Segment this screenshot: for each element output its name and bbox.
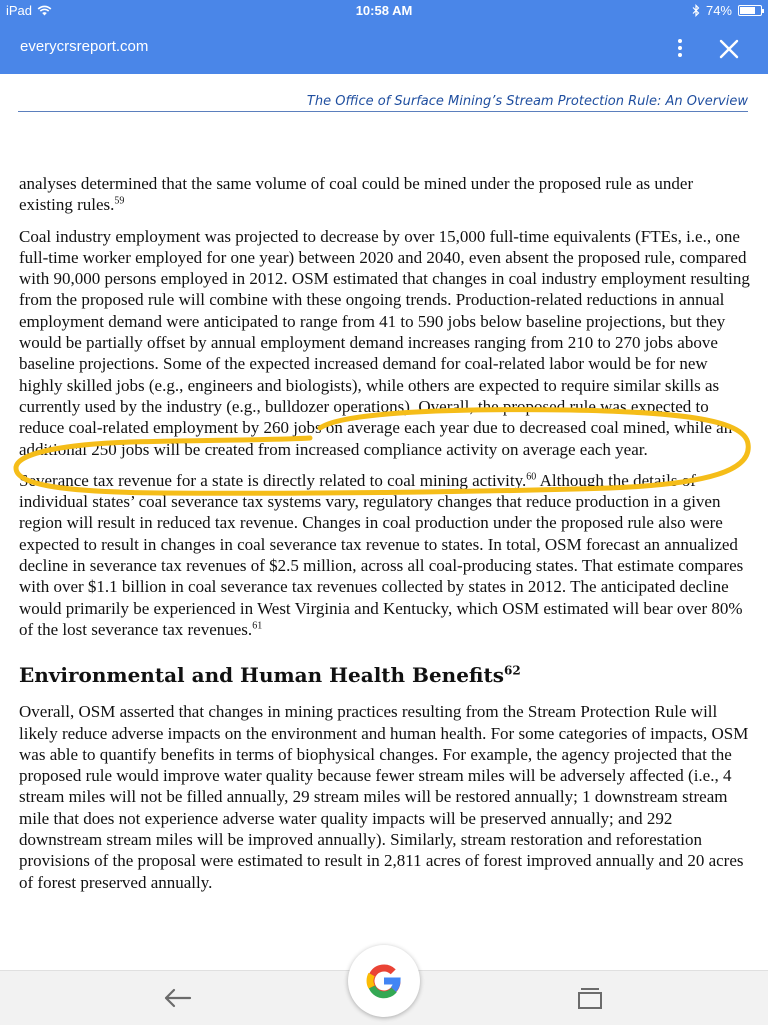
paragraph-1	[19, 173, 751, 216]
paragraph-1-text: analyses determined that the same volume of coal could be mined under the proposed rule as under existing rules.	[19, 174, 694, 215]
bottom-toolbar	[0, 970, 768, 1025]
section-heading	[19, 663, 751, 687]
document-running-title: The Office of Surface Mining’s Stream Protection Rule: An Overview	[18, 94, 748, 112]
bluetooth-icon	[692, 4, 700, 17]
browser-toolbar	[0, 22, 768, 74]
battery-percent: 74%	[705, 3, 732, 18]
device-name: iPad	[6, 3, 33, 18]
document-body	[19, 173, 751, 903]
section-heading-text: Environmental and Human Health Benefits	[19, 663, 504, 688]
url-display[interactable]: everycrsreport.com	[20, 38, 149, 55]
footnote-61[interactable]: 61	[252, 620, 263, 632]
back-arrow-icon[interactable]	[160, 983, 196, 1013]
footnote-59[interactable]: 59	[114, 195, 125, 207]
battery-fill	[740, 7, 755, 14]
google-g-icon	[364, 961, 404, 1001]
close-icon[interactable]	[712, 32, 746, 66]
status-bar	[0, 0, 768, 22]
battery-icon	[738, 5, 762, 16]
status-time: 10:58 AM	[355, 3, 413, 18]
paragraph-4: Overall, OSM asserted that changes in mining practices resulting from the Stream Protection Rule will likely reduce adverse impacts on the environment and human health. For some categories of impacts, OSM was able to quantify benefits in terms of biophysical changes. For example, the agency projected that the proposed rule would improve water quality because fewer stream miles will be adversely affected (i.e., 4 stream miles will not be filled annually, 29 stream miles will be restored annually; 1 downstream stream mile that does not experience adverse water quality impacts will be preserved annually; and 292 downstream stream miles will be improved annually). Similarly, stream restoration and reforestation provisions of the proposal were estimated to result in 2,811 acres of forest improved annually and 20 acres of forest preserved annually.	[19, 702, 749, 892]
paragraph-2	[19, 226, 751, 460]
paragraph-3-text-a: Severance tax revenue for a state is directly related to coal mining activity.	[19, 470, 527, 490]
paragraph-3-text-b: Although the details of individual states’ coal severance tax systems vary, regulatory changes that reduce production in a given region will result in reduced tax revenue. Changes in coal production under the proposed rule also were expected to result in changes in coal severance tax revenue to states. In total, OSM forecast an annualized decline in severance tax revenues of $2.5 million, across all coal-producing states. That estimate compares with over $1.1 billion in coal severance tax revenues collected by states in 2012. The anticipated decline would primarily be experienced in West Virginia and Kentucky, which OSM estimated will bear over 80% of the lost severance tax revenues.	[19, 470, 744, 639]
more-vert-icon[interactable]	[664, 32, 696, 64]
paragraph-2-text: Coal industry employment was projected to decrease by over 15,000 full-time equivalents (FTEs, i.e., one full-time worker employed for one year) between 2020 and 2040, even absent the proposed rule, compared with 90,000 persons employed in 2012. OSM estimated that changes in coal industry employment resulting from the proposed rule will combine with these ongoing trends. Production-related reductions in annual employment demand were anticipated to range from 41 to 590 jobs below baseline projections, but they would be partially offset by annual employment demand increases ranging from 210 to 270 jobs above baseline projections. Some of the expected increased demand for coal-related labor would be for new highly skilled jobs (e.g., engineers and biologists), while others are expected to require similar skills as currently used by the industry (e.g., bulldozer operations).	[19, 226, 750, 416]
highlighted-text: Overall, the proposed rule was expected to reduce coal-related employment by 260 jobs on average each year due to decreased coal mined, while an additional 250 jobs will be created from increased compliance activity on average each year.	[19, 396, 733, 459]
tabs-icon[interactable]	[574, 983, 606, 1013]
footnote-62[interactable]: 62	[503, 663, 521, 678]
footnote-60[interactable]: 60	[526, 471, 537, 483]
paragraph-3	[19, 470, 751, 640]
google-search-button[interactable]	[348, 945, 420, 1017]
